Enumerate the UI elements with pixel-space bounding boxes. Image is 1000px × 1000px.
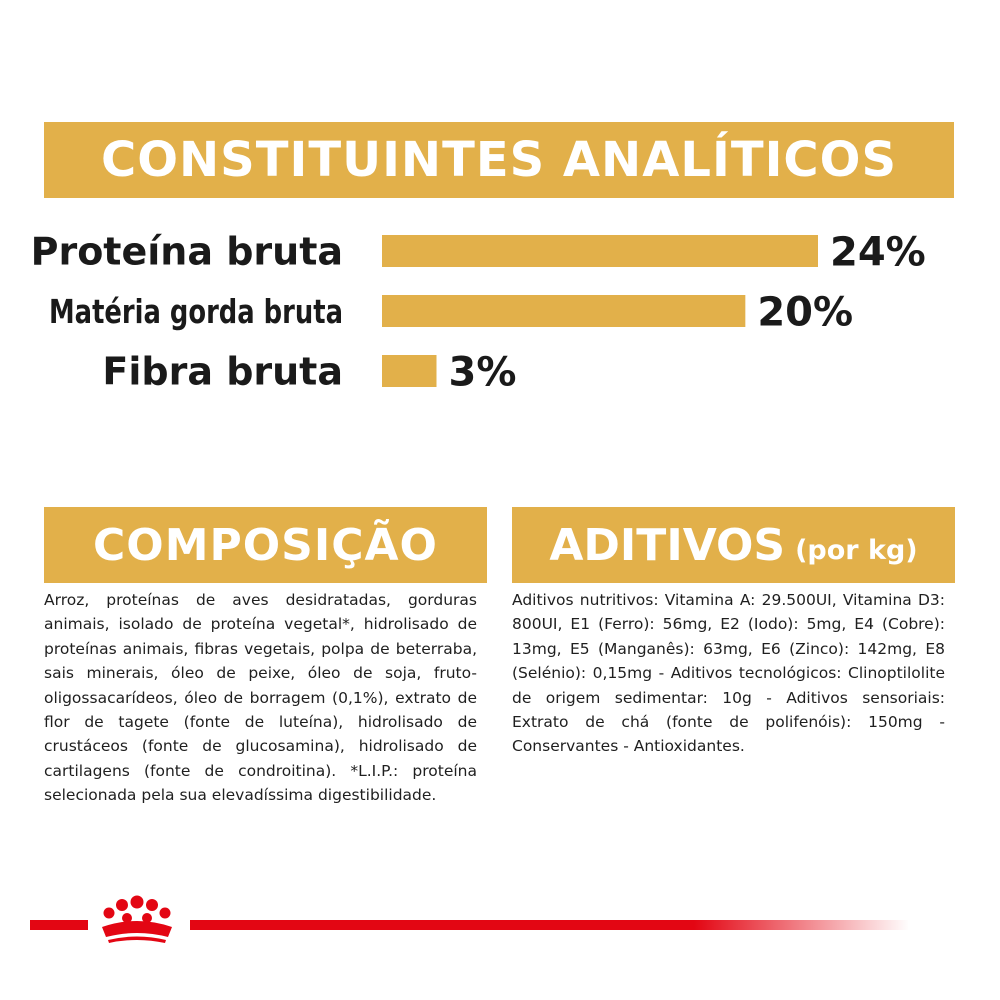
additives-title-suffix: (por kg) [795,534,918,566]
category-label: Proteína bruta [30,229,343,274]
royal-canin-crown-icon [96,893,178,945]
composition-banner [44,507,487,583]
footer-line-left [30,920,88,930]
bar [382,295,745,327]
additives-title: ADITIVOS [549,519,786,571]
value-label: 24% [830,229,926,276]
bar [382,235,818,267]
footer-line-right [190,920,910,930]
value-label: 20% [757,289,854,336]
category-label: Fibra bruta [102,349,343,394]
additives-banner [512,507,955,583]
additives-text: Aditivos nutritivos: Vitamina A: 29.500UI, Vitamina D3: 800UI, E1 (Ferro): 56mg, E2 (Iodo): 5mg, E4 (Cobre): 13mg, E5 (Manganês): 63mg, E6 (Zinco): 142mg, E8 (Selénio): 0,15mg - Aditivos tecnológicos: Clinoptilolite de origem sedimentar: 10g - Aditivos sensoriais: Extrato de chá (fonte de polifenóis): 150mg - Conservantes - Antioxidantes. [512,591,945,756]
analytics-title: CONSTITUINTES ANALÍTICOS [100,132,898,188]
composition-title: COMPOSIÇÃO [93,519,438,571]
composition-text: Arroz, proteínas de aves desidratadas, gorduras animais, isolado de proteína vegetal*, hidrolisado de proteínas animais, fibras vegetais, polpa de beterraba, sais minerais, óleo de peixe, óleo de soja, fruto-oligossacarídeos, óleo de borragem (0,1%), extrato de flor de tagete (fonte de luteína), hidrolisado de crustáceos (fonte de glucosamina), hidrolisado de cartilagens (fonte de condroitina). *L.I.P.: proteína selecionada pela sua elevadíssima digestibilidade. [44,591,477,805]
bar [382,355,437,387]
category-label: Matéria gorda bruta [49,291,343,331]
constituents-bar-chart [0,210,1000,400]
value-label: 3% [448,349,517,396]
analytics-banner [44,122,954,198]
